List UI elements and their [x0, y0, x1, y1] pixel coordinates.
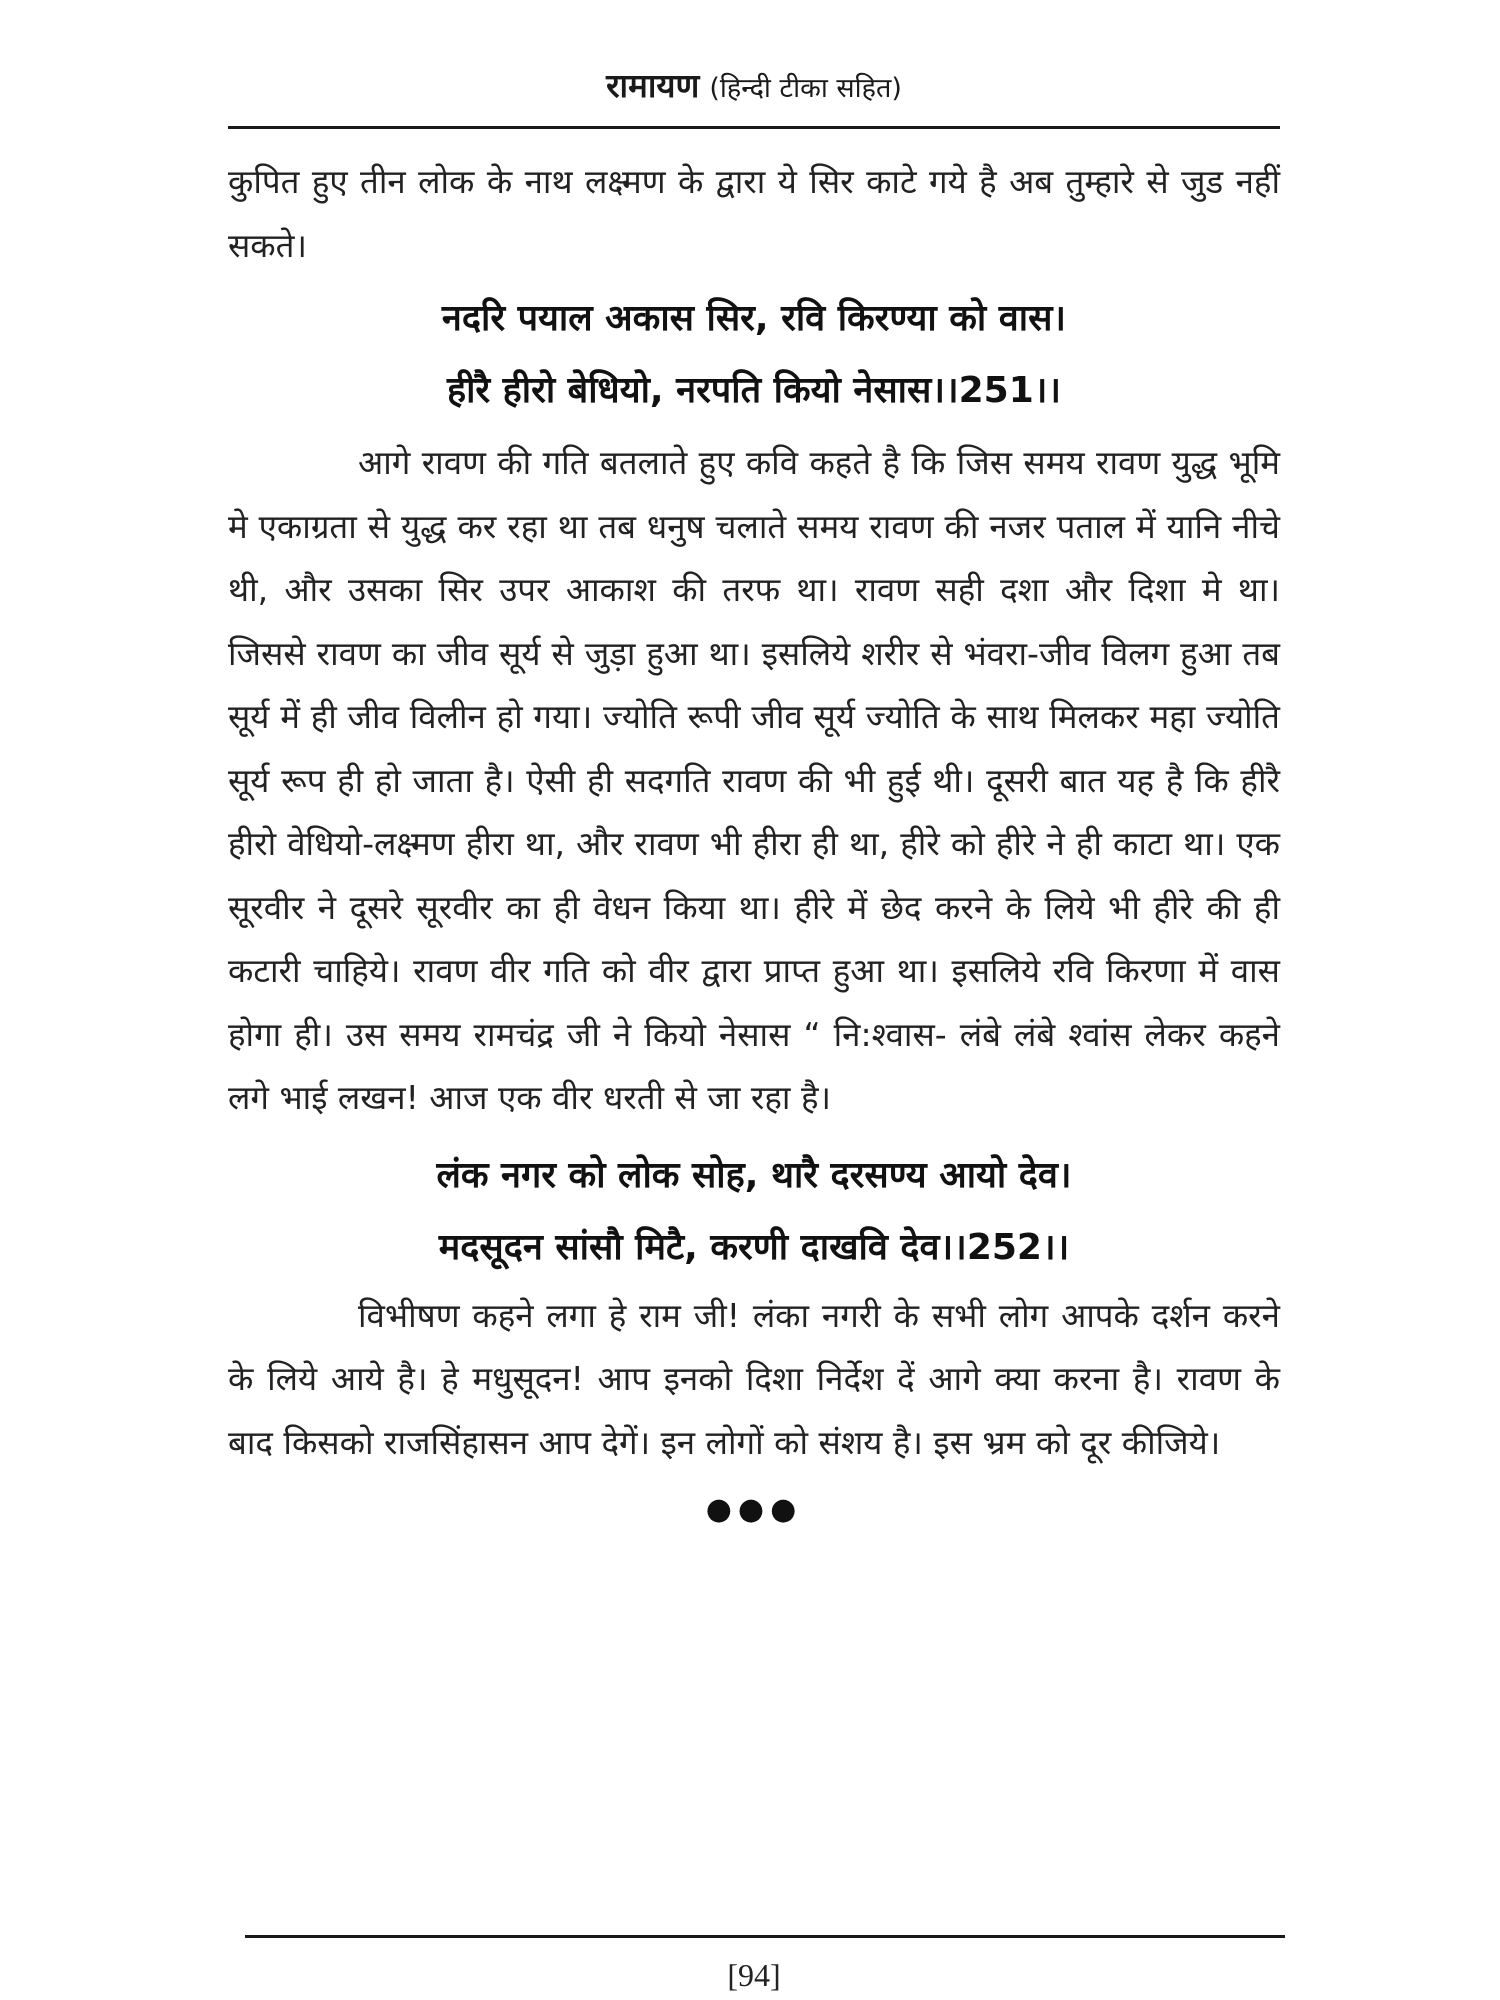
running-header [228, 62, 1280, 113]
paragraph-commentary: आगे रावण की गति बतलाते हुए कवि कहते है कि जिस समय रावण युद्ध भूमि मे एकाग्रता से युद्ध कर रहा था तब धनुष चलाते समय रावण की नजर पताल में यानि नीचे थी, और उसका सिर उपर आकाश की तरफ था। रावण सही दशा और दिशा मे था। जिससे रावण का जीव सूर्य से जुड़ा हुआ था। इसलिये शरीर से भंवरा-जीव विलग हुआ तब सूर्य में ही जीव विलीन हो गया। ज्योति रूपी जीव सूर्य ज्योति के साथ मिलकर महा ज्योति सूर्य रूप ही हो जाता है। ऐसी ही सदगति रावण की भी हुई थी। दूसरी बात यह है कि हीरै हीरो वेधियो-लक्ष्मण हीरा था, और रावण भी हीरा ही था, हीरे को हीरे ने ही काटा था। एक सूरवीर ने दूसरे सूरवीर का ही वेधन किया था। हीरे में छेद करने के लिये भी हीरे की ही कटारी चाहिये। रावण वीर गति को वीर द्वारा प्राप्त हुआ था। इसलिये रवि किरणा में वास होगा ही। उस समय रामचंद्र जी ने कियो नेसास “ नि:श्वास- लंबे लंबे श्वांस लेकर कहने लगे भाई लखन! आज एक वीर धरती से जा रहा है। [228, 443, 1280, 1117]
paragraph-continuation: कुपित हुए तीन लोक के नाथ लक्ष्मण के द्वारा ये सिर काटे गये है अब तुम्हारे से जुड नहीं सकते। [228, 162, 1280, 265]
header-title: रामायण [606, 66, 700, 105]
verse-252 [228, 1140, 1280, 1284]
page-number: [94] [727, 1957, 781, 1993]
verse-line: लंक नगर को लोक सोह, थारै दरसण्य आयो देव। [436, 1154, 1072, 1196]
header-rule [228, 126, 1280, 129]
verse-line: नदरि पयाल अकास सिर, रवि किरण्या को वास। [441, 298, 1067, 339]
section-end-marker: ●●● [705, 1492, 803, 1527]
paragraph-commentary: विभीषण कहने लगा हे राम जी! लंका नगरी के सभी लोग आपके दर्शन करने के लिये आये है। हे मधुसूदन! आप इनको दिशा निर्देश दें आगे क्या करना है। रावण के बाद किसको राजसिंहासन आप देगें। इन लोगों को संशय है। इस भ्रम को दूर कीजिये। [228, 1295, 1280, 1462]
verse-251 [228, 283, 1280, 427]
verse-line: हीरै हीरो बेधियो, नरपति कियो नेसास।।251।। [446, 370, 1062, 411]
page-content [228, 150, 1280, 1540]
verse-line: मदसूदन सांसौ मिटै, करणी दाखवि देव।।252।। [438, 1226, 1070, 1268]
header-subtitle: (हिन्दी टीका सहित) [709, 73, 902, 104]
footer-rule [245, 1935, 1285, 1938]
